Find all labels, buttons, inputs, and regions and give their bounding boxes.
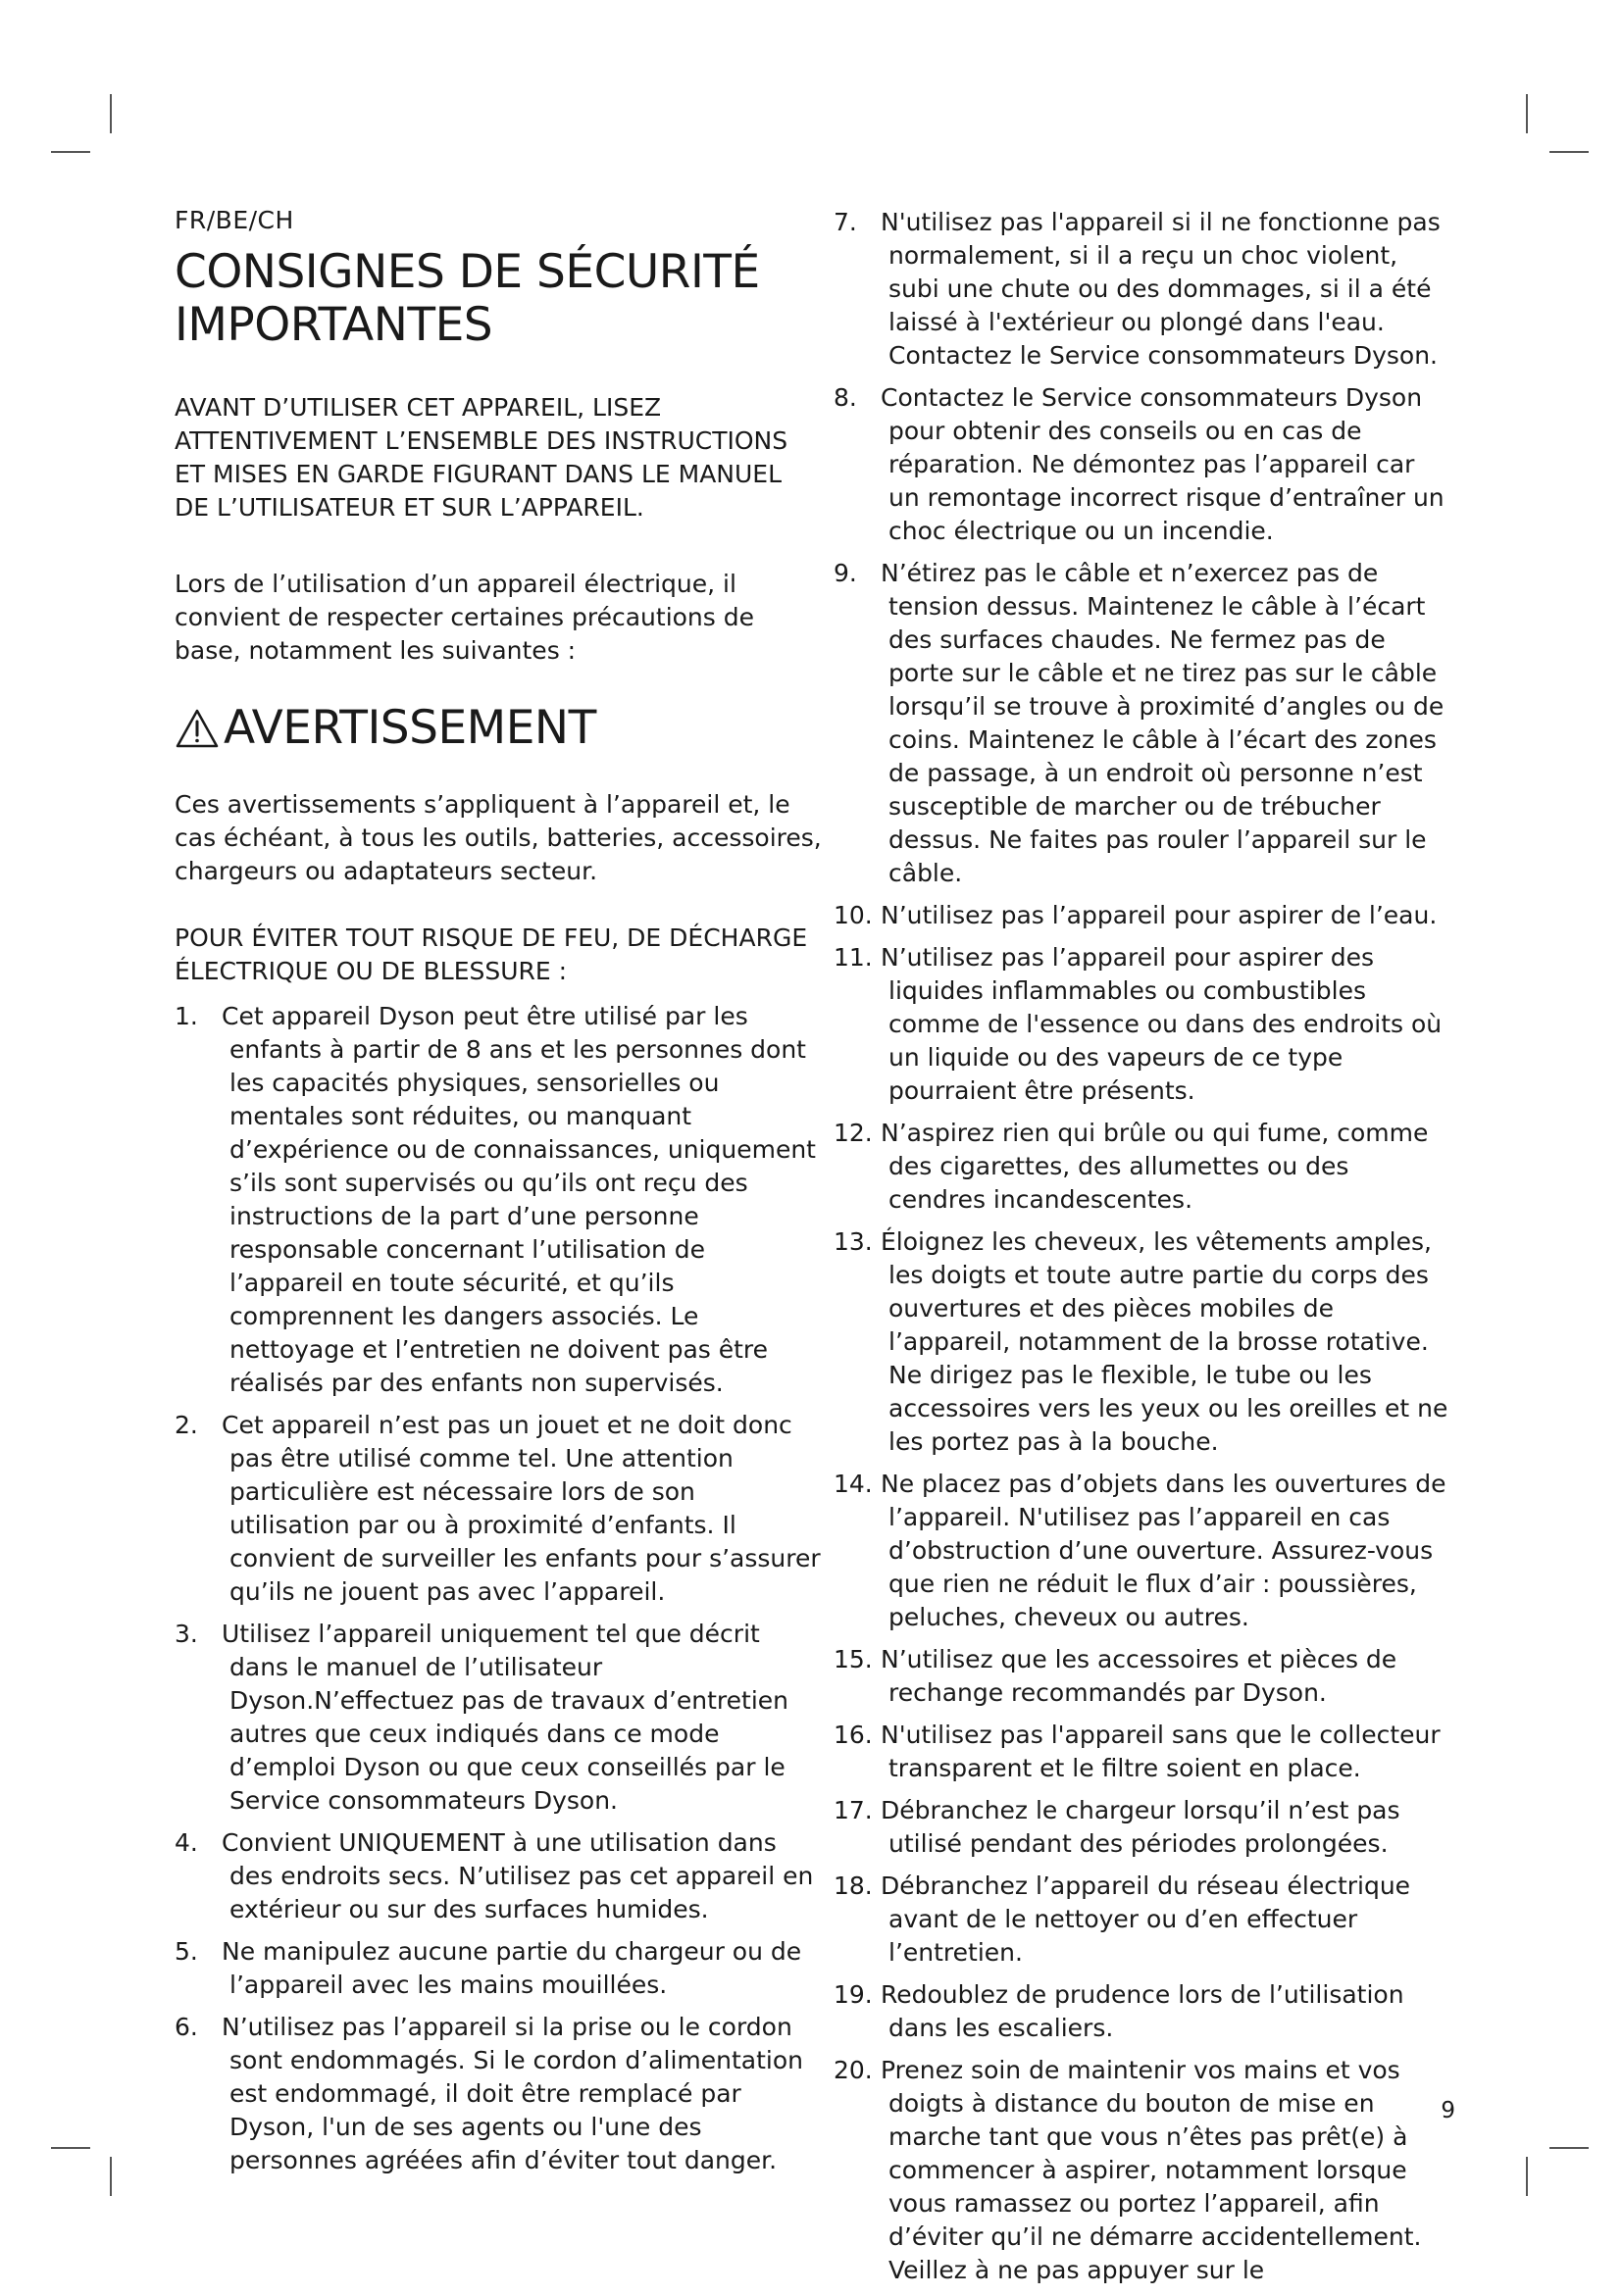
intro-caps-paragraph: AVANT D’UTILISER CET APPAREIL, LISEZ ATTENTIVEMENT L’ENSEMBLE DES INSTRUCTIONS ET MISES EN GARDE FIGURANT DANS LE MANUEL DE L’UTILISATEUR ET SUR L’APPAREIL. [175, 393, 788, 522]
list-item-text: Convient UNIQUEMENT à une utilisation dans des endroits secs. N’utilisez pas cet appareil en extérieur ou sur des surfaces humides. [222, 1828, 814, 1923]
list-item [175, 2011, 822, 2177]
list-item [834, 1719, 1451, 1785]
list-item-number: 8. [834, 383, 857, 412]
list-item-number: 12. [834, 1119, 873, 1147]
list-item-number: 6. [175, 2013, 198, 2041]
crop-mark-bottom-right-v [1526, 2157, 1528, 2196]
list-item-text: Cet appareil Dyson peut être utilisé par les enfants à partir de 8 ans et les personnes dont les capacités physiques, sensorielles ou mentales sont réduites, ou manquant d’expérience ou de connaissances, uniquement s’ils sont supervisés ou qu’ils ont reçu des instructions de la part d’une personne responsable concernant l’utilisation de l’appareil en toute sécurité, et qu’ils comprennent les dangers associés. Le nettoyage et l’entretien ne doivent pas être réalisés par des enfants non supervisés. [222, 1002, 816, 1397]
list-item-text: Cet appareil n’est pas un jouet et ne doit donc pas être utilisé comme tel. Une attention particulière est nécessaire lors de son utilisation par ou à proximité d’enfants. Il convient de surveiller les enfants pour s’assurer qu’ils ne jouent pas avec l’appareil. [222, 1411, 821, 1606]
warning-heading-text: AVERTISSEMENT [224, 701, 596, 755]
list-item-number: 13. [834, 1227, 873, 1256]
list-item-number: 5. [175, 1937, 198, 1966]
list-item [834, 206, 1451, 373]
list-item-number: 1. [175, 1002, 198, 1030]
warning-paragraph: Ces avertissements s’appliquent à l’appareil et, le cas échéant, à tous les outils, batteries, accessoires, chargeurs ou adaptateurs secteur. [175, 790, 822, 885]
list-item-number: 14. [834, 1470, 873, 1498]
list-item-number: 15. [834, 1645, 873, 1673]
list-item-text: Prenez soin de maintenir vos mains et vos doigts à distance du bouton de mise en marche tant que vous n’êtes pas prêt(e) à commencer à aspirer, notamment lorsque vous ramassez ou portez l’appareil, afin d’éviter qu’il ne démarre accidentellement. Veillez à ne pas appuyer sur le [881, 2056, 1422, 2284]
list-item-number: 16. [834, 1721, 873, 1749]
list-item [834, 1117, 1451, 1217]
right-column [834, 206, 1451, 2296]
list-item [175, 1618, 822, 1818]
list-item-number: 4. [175, 1828, 198, 1857]
list-item-text: Contactez le Service consommateurs Dyson pour obtenir des conseils ou en cas de réparation. Ne démontez pas l’appareil car un remontage incorrect risque d’entraîner un choc électrique ou un incendie. [881, 383, 1445, 545]
list-item [834, 2054, 1451, 2287]
warning-heading [175, 701, 822, 755]
list-item-number: 18. [834, 1872, 873, 1900]
crop-mark-bottom-left-h [51, 2147, 90, 2149]
list-item-number: 3. [175, 1620, 198, 1648]
page-number: 9 [1441, 2098, 1455, 2123]
crop-mark-top-right-h [1549, 151, 1589, 153]
list-item-text: Ne placez pas d’objets dans les ouvertures de l’appareil. N'utilisez pas l’appareil en cas d’obstruction d’une ouverture. Assurez-vous que rien ne réduit le flux d’air : poussières, peluches, cheveux ou autres. [881, 1470, 1446, 1631]
intro-paragraph: Lors de l’utilisation d’un appareil électrique, il convient de respecter certaines précautions de base, notamment les suivantes : [175, 570, 755, 665]
list-item [834, 1978, 1451, 2045]
crop-mark-top-right-v [1526, 94, 1528, 133]
list-item [834, 941, 1451, 1108]
crop-mark-top-left-h [51, 151, 90, 153]
list-item-number: 2. [175, 1411, 198, 1439]
warning-triangle-icon [175, 708, 220, 749]
list-item-number: 19. [834, 1980, 873, 2009]
list-item [834, 899, 1451, 932]
list-item [175, 1409, 822, 1609]
list-item [175, 1826, 822, 1926]
list-item-text: N’utilisez que les accessoires et pièces de rechange recommandés par Dyson. [881, 1645, 1397, 1707]
list-item [175, 1000, 822, 1400]
page-title-line2: IMPORTANTES [175, 298, 493, 352]
list-item [175, 1935, 822, 2002]
list-item-text: Ne manipulez aucune partie du chargeur ou de l’appareil avec les mains mouillées. [222, 1937, 802, 1999]
list-item [834, 1225, 1451, 1459]
list-item-text: Éloignez les cheveux, les vêtements amples, les doigts et toute autre partie du corps des ouvertures et des pièces mobiles de l’appareil, notamment de la brosse rotative. Ne dirigez pas le flexible, le tube ou les accessoires vers les yeux ou les oreilles et ne les portez pas à la bouche. [881, 1227, 1448, 1456]
list-item-text: N’aspirez rien qui brûle ou qui fume, comme des cigarettes, des allumettes ou des cendres incandescentes. [881, 1119, 1429, 1214]
crop-mark-top-left-v [110, 94, 112, 133]
list-item-number: 17. [834, 1796, 873, 1824]
safety-list-right [834, 206, 1451, 2287]
list-item-text: Débranchez le chargeur lorsqu’il n’est pas utilisé pendant des périodes prolongées. [881, 1796, 1400, 1858]
list-item-text: N’utilisez pas l’appareil pour aspirer de l’eau. [881, 901, 1438, 929]
list-item [834, 557, 1451, 890]
list-item-text: Utilisez l’appareil uniquement tel que décrit dans le manuel de l’utilisateur Dyson.N’effectuez pas de travaux d’entretien autres que ceux indiqués dans ce mode d’emploi Dyson ou que ceux conseillés par le Service consommateurs Dyson. [222, 1620, 789, 1815]
page-title [175, 246, 822, 352]
crop-mark-bottom-right-h [1549, 2147, 1589, 2149]
list-item-text: N'utilisez pas l'appareil si il ne fonctionne pas normalement, si il a reçu un choc violent, subi une chute ou des dommages, si il a été laissé à l'extérieur ou plongé dans l'eau. Contactez le Service consommateurs Dyson. [881, 208, 1441, 370]
list-item [834, 381, 1451, 548]
list-item-number: 7. [834, 208, 857, 236]
list-item-text: Débranchez l’appareil du réseau électrique avant de le nettoyer ou d’en effectuer l’entretien. [881, 1872, 1411, 1967]
list-item-text: N’utilisez pas l’appareil si la prise ou le cordon sont endommagés. Si le cordon d’alimentation est endommagé, il doit être remplacé par Dyson, l'un de ses agents ou l'une des personnes agréées afin d’éviter tout danger. [222, 2013, 803, 2174]
list-item [834, 1794, 1451, 1861]
safety-list-left [175, 1000, 822, 2177]
list-item [834, 1468, 1451, 1634]
list-item-text: N’étirez pas le câble et n’exercez pas de tension dessus. Maintenez le câble à l’écart des surfaces chaudes. Ne fermez pas de porte sur le câble et ne tirez pas sur le câble lorsqu’il se trouve à proximité d’angles ou de coins. Maintenez le câble à l’écart des zones de passage, à un endroit où personne n’est susceptible de marcher ou de trébucher dessus. Ne faites pas rouler l’appareil sur le câble. [881, 559, 1445, 887]
list-item-number: 11. [834, 943, 873, 972]
list-item [834, 1870, 1451, 1970]
list-item-text: Redoublez de prudence lors de l’utilisation dans les escaliers. [881, 1980, 1404, 2042]
page-title-line1: CONSIGNES DE SÉCURITÉ [175, 245, 760, 299]
warning-subheading: POUR ÉVITER TOUT RISQUE DE FEU, DE DÉCHARGE ÉLECTRIQUE OU DE BLESSURE : [175, 923, 808, 985]
list-item-number: 9. [834, 559, 857, 587]
list-item-text: N'utilisez pas l'appareil sans que le collecteur transparent et le filtre soient en place. [881, 1721, 1441, 1782]
crop-mark-bottom-left-v [110, 2157, 112, 2196]
region-label: FR/BE/CH [175, 206, 294, 234]
list-item-number: 10. [834, 901, 873, 929]
list-item-number: 20. [834, 2056, 873, 2084]
left-column [175, 206, 822, 2186]
list-item [834, 1643, 1451, 1710]
list-item-text: N’utilisez pas l’appareil pour aspirer des liquides inflammables ou combustibles comme de l'essence ou dans des endroits où un liquide ou des vapeurs de ce type pourraient être présents. [881, 943, 1443, 1105]
